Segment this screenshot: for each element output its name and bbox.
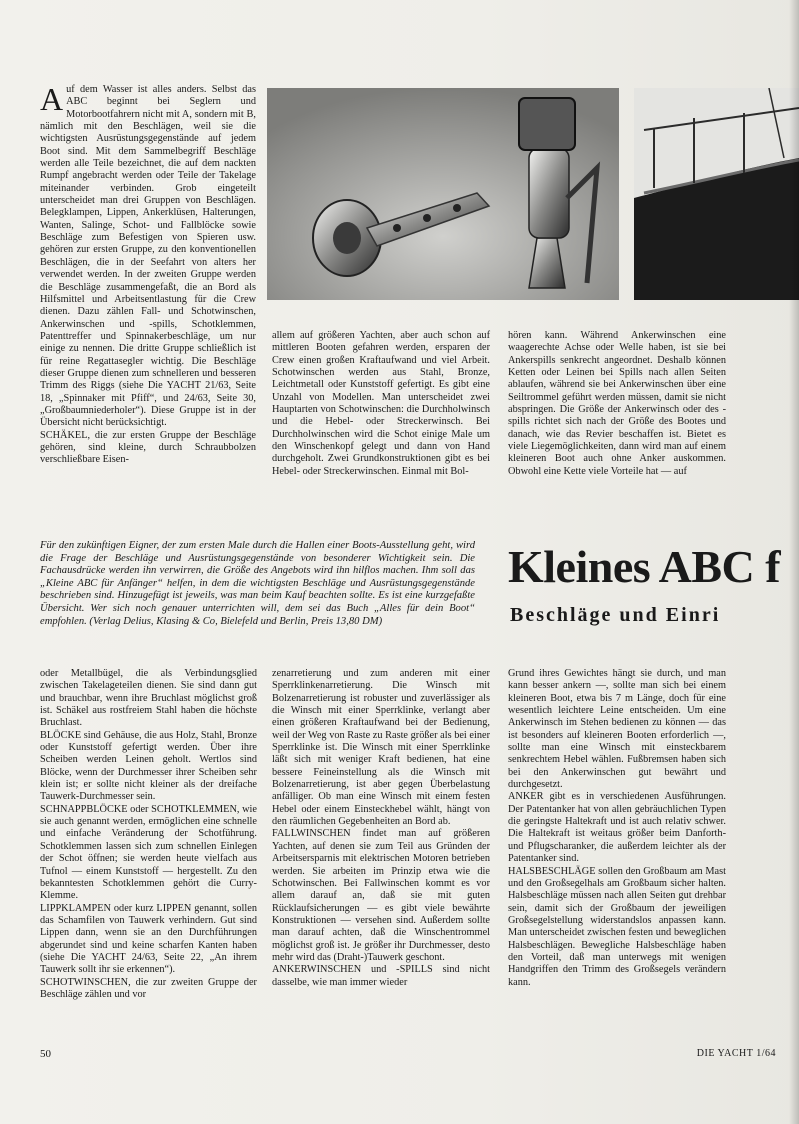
article-subtitle: Beschläge und Einri <box>510 604 721 626</box>
top-column-3-text: hören kann. Während Ankerwinschen eine waagerechte Achse oder Welle haben, ist sie bei Ankerspills senkrecht angeordnet. Deshalb können Ketten oder Leinen bei Spills nach allen Seiten ablaufen, während sie bei Ankerwinschen über eine Seiltrommel geführt werden müssen, damit sie nicht abspringen. Die Größe der Ankerwinsch oder des -spills richtet sich nach der Größe des Bootes und danach, wie das Revier beschaffen ist. Bietet es viele Liegemöglichkeiten, dann wird man auf einem kleineren Boot auch ohne Anker auskommen. Obwohl eine Kette viele Vorteile hat — auf <box>508 330 726 477</box>
intro-paragraph <box>40 540 475 628</box>
boat-illustration <box>634 88 799 300</box>
page-edge-shadow <box>789 0 799 1124</box>
bottom-column-1-text: oder Metallbügel, die als Verbindungsglied zwischen Takelageteilen dienen. Sie sind dann gut und brauchbar, wenn ihre Bruchlast möglichst groß ist. Schäkel aus rostfreiem Stahl haben die höchste Bruchlast. BLÖCKE sind Gehäuse, die aus Holz, Stahl, Bronze oder Kunststoff gefertigt werden. Über ihre Scheiben werden Leinen geholt. Wertlos sind Blöcke, wenn der Durchmesser ihrer Scheiben sehr klein ist; er sollte nicht kleiner als der dreifache Tauwerk-Durchmesser sein. SCHNAPPBLÖCKE oder SCHOTKLEMMEN, wie sie auch genannt werden, ermöglichen eine schnelle und einfache Veränderung der Schotführung. Schotklemmen lassen sich zum schnellen Einlegen der Schot öffnen; sie werden heute vielfach aus Tufnol — einem Kunststoff — hergestellt. Zu den bekanntesten Schotklemmen gehört die Curry-Klemme. LIPPKLAMPEN oder kurz LIPPEN genannt, sollen das Schamfilen von Tauwerk verhindern. Gut sind Lippen dann, wenn sie an den Durchführungen abgerundet sind und keine scharfen Kanten haben (siehe Die YACHT 24/63, Seite 22, „An ihrem Tauwerk sollt ihr sie erkennen“). SCHOTWINSCHEN, die zur zweiten Gruppe der Beschläge zählen und vor <box>40 668 257 1000</box>
page-number: 50 <box>40 1048 51 1060</box>
boat-hull-photo <box>634 88 799 300</box>
bottom-column-1 <box>40 668 257 1001</box>
bottom-column-3 <box>508 668 726 989</box>
top-column-1-text <box>40 81 256 467</box>
top-column-2 <box>272 330 490 478</box>
top-column-3 <box>508 330 726 478</box>
bottom-column-3-text: Grund ihres Gewichtes hängt sie durch, und man kann besser ankern —, sollte man sich bei einem kleineren Boot, etwa bis 7 m Länge, doch für eine wesentlich leichtere Leine entscheiden. Um eine Ankerwinsch im Stehen bedienen zu können — das ist besonders auf kleineren Booten erforderlich —, sollte man eine Winsch mit einsteckbarem senkrechtem Hebel wählen. Fußbremsen haben sich bei den Ankerwinschen gut bewährt und durchgesetzt. ANKER gibt es in verschiedenen Ausführungen. Der Patentanker hat von allen gebräuchlichen Typen die geringste Haltekraft und ist auch relativ schwer. Die Haltekraft ist weitaus größer beim Danforth- und Pflugscharanker, die außerdem leichter als der Patentanker sind. HALSBESCHLÄGE sollen den Großbaum am Mast und den Großsegelhals am Großbaum sicher halten. Halsbeschläge müssen nach allen Seiten gut drehbar sein, damit sich der Großbaum der jeweiligen Großsegelstellung widerstandslos anpassen kann. Man unterscheidet zwischen festen und beweglichen Halsbeschlägen. Bewegliche Halsbeschläge haben den Vorteil, daß man unterwegs mit wenigen Handgriffen den Trimm des Großsegels verändern kann. <box>508 668 726 988</box>
publication-footer: DIE YACHT 1/64 <box>696 1048 776 1059</box>
intro-text: Für den zukünftigen Eigner, der zum ersten Male durch die Hallen einer Boots-Ausstellung geht, wird die Frage der Beschläge und Ausrüstungsgegenstände von besonderer Wichtigkeit sein. Die Fachausdrücke werden ihn verwirren, die Größe des Angebots wird ihn hilflos machen. Ihm soll das „Kleine ABC für Anfänger“ helfen, in dem die wichtigsten Beschläge und Ausrüstungsgegenstände beschrieben sind. Hinzugefügt ist jeweils, was man beim Kauf beachten sollte. Es ist eine kurzgefaßte Übersicht. Wer sich noch genauer unterrichten will, dem sei das Buch „Alles für dein Boot“ empfohlen. (Verlag Delius, Klasing & Co, Bielefeld und Berlin, Preis 13,80 DM) <box>40 540 475 627</box>
article-title: Kleines ABC f <box>508 541 781 592</box>
bottom-column-2 <box>272 668 490 989</box>
top-column-1 <box>40 81 256 467</box>
top-column-1-body: uf dem Wasser ist alles anders. Selbst das ABC beginnt bei Seglern und Motorbootfahrern nicht mit A, sondern mit B, nämlich mit den Beschlägen, weil sie die wichtigsten Ausrüstungsgegenstände auf jedem Boot sind. Mit dem Sammelbegriff Beschläge werden alle Teile bezeichnet, die auf dem nackten Rumpf angebracht werden oder Teile der Takelage miteinander verbinden. Grob eingeteilt unterscheidet man drei Gruppen von Beschlägen. Belegklampen, Lippen, Ankerklüsen, Halterungen, Wanten, Salinge, Schot- und Fallblöcke sowie Beschläge zum Befestigen von Spieren usw. gehören zur ersten Gruppe, zu den konventionellen Beschlägen, die in der Seefahrt von alters her verwendet werden. In der zweiten Gruppe werden die Beschläge zusammengefaßt, die an Bord als Hilfsmittel und Arbeitsentlastung für die Crew dienen. Dazu zählen Fall- und Schotwinschen, Ankerwinschen und -spills, Schotklemmen, Patenttreffer und Spinnakerbeschläge, um nur einige zu nennen. Die dritte Gruppe schließlich ist für reine Regattasegler wichtig. Die Beschläge dieser Gruppe dienen zum schnelleren und besseren Trimm des Riggs (siehe Die YACHT 21/63, Seite 18, „Spinnaker mit Pfiff“, und 24/63, Seite 30, „Großbaumniederholer“). Diese Gruppe ist in der Übersicht nicht berücksichtigt. SCHÄKEL, die zur ersten Gruppe der Beschläge gehören, sind kleine, durch Schraubbolzen verschließbare Eisen- <box>40 84 256 466</box>
drop-cap: A <box>40 81 64 117</box>
bottom-column-2-text: zenarretierung und zum anderen mit einer Sperrklinkenarretierung. Die Winsch mit Bolzenarretierung ist robuster und zuverlässiger als die Winsch mit einer Sperrklinke, verlangt aber einen größeren Kraftaufwand bei der Bedienung, weil der Weg von Raste zu Raste größer als bei einer Sperrklinke ist. Die Winsch mit einer Sperrklinke läßt sich mit weniger Kraft bedienen, hat eine bessere Feineinstellung als die Winsch mit Bolzenarretierung, ist aber gegen Überbelastung anfälliger. Ob man eine Winsch mit einem festen Hebel oder einem Einsteckhebel wählt, hängt von den räumlichen Gegebenheiten an Bord ab. FALLWINSCHEN findet man auf größeren Yachten, auf denen sie zum Teil aus Gründen der Arbeitsersparnis mit elektrischen Motoren betrieben werden. Sie arbeiten im Prinzip etwa wie die Schotwinschen. Bei Fallwinschen kommt es vor allem darauf an, daß sie mit guten Rücklaufsicherungen — es gibt viele bewährte Konstruktionen — versehen sind. Außerdem sollte man darauf achten, daß die Winschentrommel möglichst groß ist. Je größer ihr Durchmesser, desto mehr wird das (Draht-)Tauwerk geschont. ANKERWINSCHEN und -SPILLS sind nicht dasselbe, wie man immer wieder <box>272 668 490 988</box>
winch-fittings-photo <box>267 88 619 300</box>
winch-illustration <box>267 88 619 300</box>
top-column-2-text: allem auf größeren Yachten, aber auch schon auf mittleren Booten gefahren werden, ersparen der Crew einen großen Kraftaufwand und viel Arbeit. Schotwinschen werden aus Stahl, Bronze, Leichtmetall oder Kunststoff gefertigt. Es gibt eine Unzahl von Modellen. Man unterscheidet zwei Hauptarten von Schotwinschen: die Durchholwinsch und die Hebel- oder Streckerwinsch. Bei Durchholwinschen wird die Schot einige Male um den Winschenkopf gelegt und dann von Hand durchgeholt. Zwei Grundkonstruktionen gibt es bei Hebel- oder Streckerwinschen. Einmal mit Bol- <box>272 330 490 477</box>
